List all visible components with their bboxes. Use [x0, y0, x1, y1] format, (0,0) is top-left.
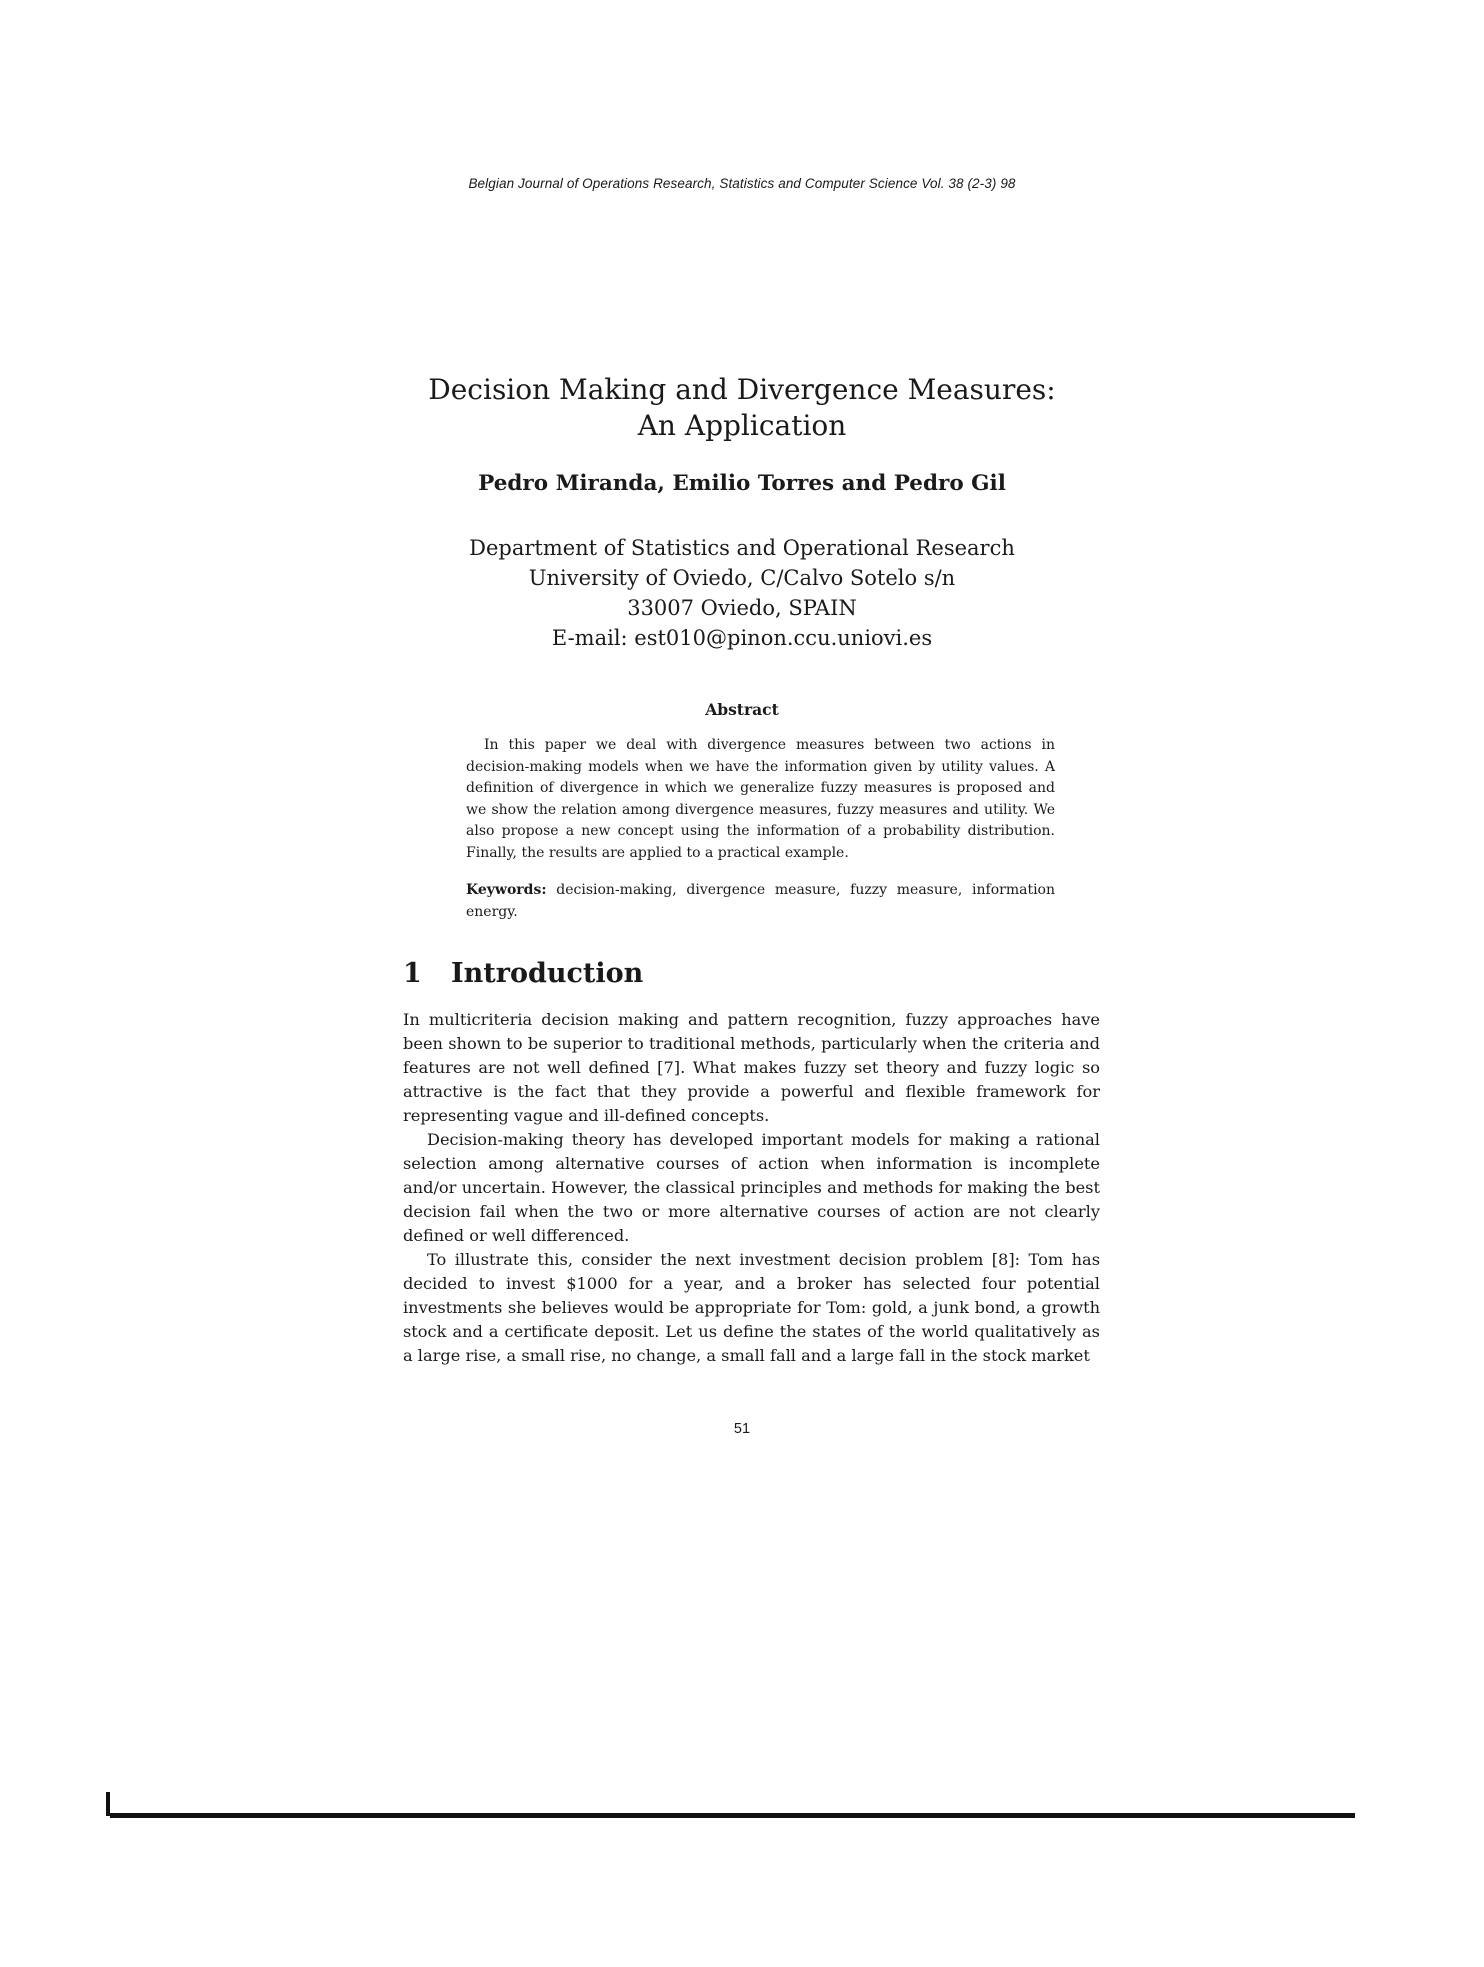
journal-header: Belgian Journal of Operations Research, Statistics and Computer Science Vol. 38 (2-3) 98: [468, 176, 1016, 191]
affiliation-city: 33007 Oviedo, SPAIN: [627, 596, 857, 620]
affiliation: [0, 533, 1484, 653]
section-heading: [403, 958, 643, 989]
abstract-heading: Abstract: [705, 700, 779, 719]
paper-title-line-2: An Application: [637, 409, 847, 442]
section-number: 1: [403, 958, 422, 989]
body-paragraph-1: In multicriteria decision making and pattern recognition, fuzzy approaches have been shown to be superior to traditional methods, particularly when the criteria and features are not well defined [7]. What makes fuzzy set theory and fuzzy logic so attractive is the fact that they provide a powerful and flexible framework for representing vague and ill-defined concepts.: [403, 1010, 1100, 1125]
body-paragraph-3: To illustrate this, consider the next investment decision problem [8]: Tom has decided to invest $1000 for a year, and a broker has selected four potential investments she believes would be appropriate for Tom: gold, a junk bond, a growth stock and a certificate deposit. Let us define the states of the world qualitatively as a large rise, a small rise, no change, a small fall and a large fall in the stock market: [403, 1250, 1100, 1365]
abstract-text: In this paper we deal with divergence measures between two actions in decision-making models when we have the information given by utility values. A definition of divergence in which we generalize fuzzy measures is proposed and we show the relation among divergence measures, fuzzy measures and utility. We also propose a new concept using the information of a probability distribution. Finally, the results are applied to a practical example.: [466, 737, 1055, 861]
affiliation-email: E-mail: est010@pinon.ccu.uniovi.es: [551, 626, 933, 650]
affiliation-department: Department of Statistics and Operational Research: [469, 536, 1015, 560]
section-title: Introduction: [451, 958, 644, 989]
page-number: 51: [733, 1421, 751, 1437]
scan-edge-rule: [110, 1813, 1355, 1818]
body-paragraph-2: Decision-making theory has developed important models for making a rational selection among alternative courses of action when information is incomplete and/or uncertain. However, the classical principles and methods for making the best decision fail when the two or more alternative courses of action are not clearly defined or well differenced.: [403, 1130, 1100, 1245]
paper-title-line-1: Decision Making and Divergence Measures:: [428, 373, 1056, 406]
authors: Pedro Miranda, Emilio Torres and Pedro Gil: [478, 471, 1006, 496]
affiliation-university: University of Oviedo, C/Calvo Sotelo s/n: [528, 566, 956, 590]
keywords-text: decision-making, divergence measure, fuzzy measure, information energy.: [466, 882, 1056, 920]
paper-title: [0, 372, 1484, 444]
keywords: [466, 880, 1055, 923]
section-body: [403, 1008, 1100, 1368]
keywords-label: Keywords:: [466, 882, 547, 898]
